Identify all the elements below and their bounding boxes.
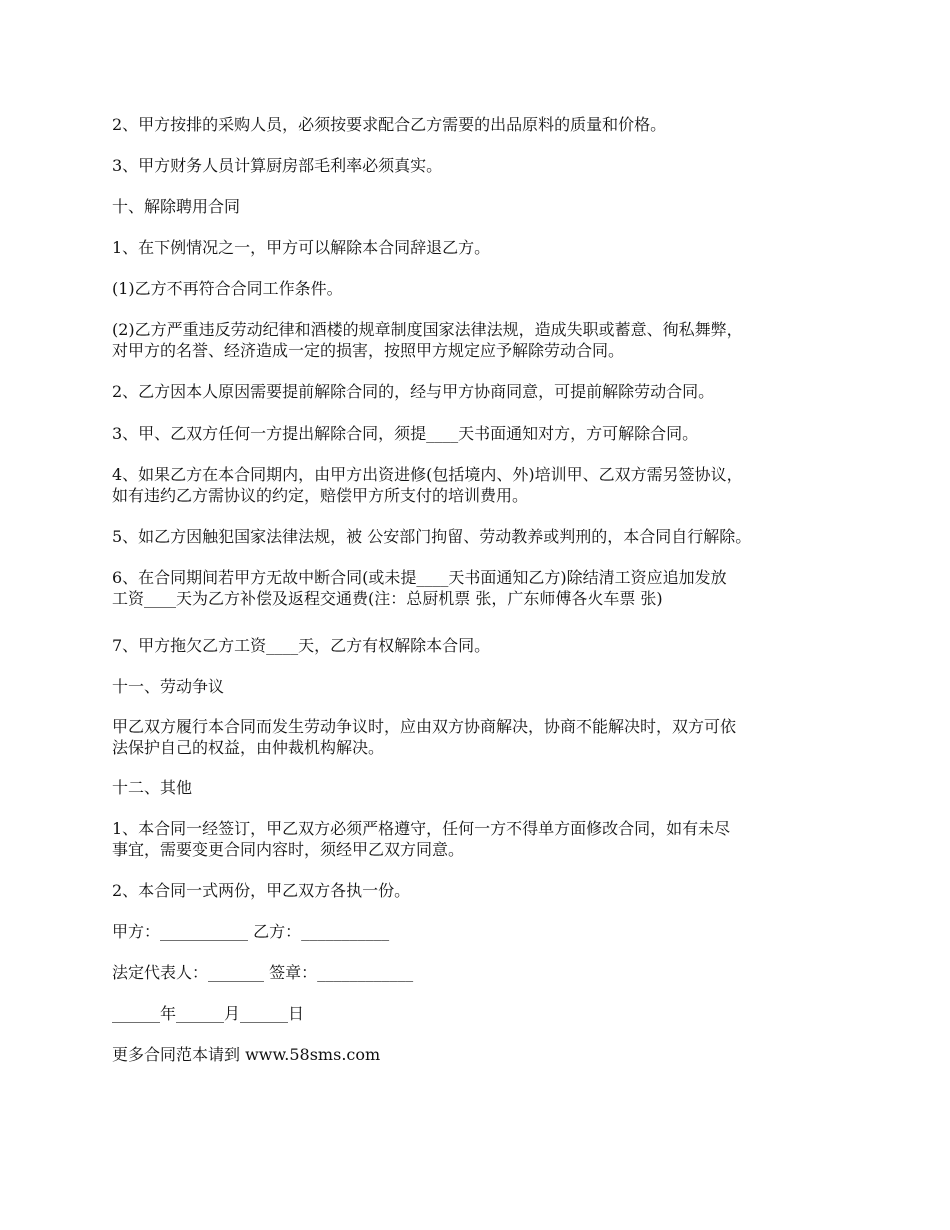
text-line: 2、甲方按排的采购人员，必须按要求配合乙方需要的出品原料的质量和价格。 <box>112 115 667 134</box>
footer-more-templates <box>112 1044 852 1065</box>
clause-3-finance <box>112 155 852 176</box>
text-line: 法保护自己的权益，由仲裁机构解决。 <box>112 738 385 757</box>
clause-10-5 <box>112 526 852 547</box>
clause-10-1 <box>112 237 852 258</box>
text-line: 甲乙双方履行本合同而发生劳动争议时，应由双方协商解决，协商不能解决时，双方可依 <box>112 717 737 736</box>
text-line: (2)乙方严重违反劳动纪律和酒楼的规章制度国家法律法规，造成失职或蓄意、徇私舞弊， <box>112 320 743 339</box>
text-line: (1)乙方不再符合合同工作条件。 <box>112 279 343 298</box>
clause-11-body <box>112 716 852 758</box>
clause-10-4 <box>112 464 852 506</box>
section-10-heading <box>112 196 852 217</box>
section-11-heading <box>112 676 852 697</box>
clause-10-7 <box>112 635 852 656</box>
text-line: 5、如乙方因触犯国家法律法规，被 公安部门拘留、劳动教养或判刑的，本合同自行解除。 <box>112 527 752 546</box>
text-line: 工资____天为乙方补偿及返程交通费(注：总厨机票 张，广东师傅各火车票 张) <box>112 589 663 608</box>
text-line: 7、甲方拖欠乙方工资____天，乙方有权解除本合同。 <box>112 636 491 655</box>
text-line: 十二、其他 <box>112 778 193 797</box>
text-line: 法定代表人：_______ 签章：____________ <box>112 963 414 982</box>
clause-2-purchasing <box>112 114 852 135</box>
text-line: 甲方：___________ 乙方：___________ <box>112 922 390 941</box>
text-line: 2、本合同一式两份，甲乙双方各执一份。 <box>112 881 411 900</box>
signature-date-line <box>112 1003 852 1024</box>
text-line: 如有违约乙方需协议的约定，赔偿甲方所支付的培训费用。 <box>112 486 529 505</box>
clause-12-1 <box>112 818 852 860</box>
text-line: 十、解除聘用合同 <box>112 197 241 216</box>
text-line: 十一、劳动争议 <box>112 677 225 696</box>
clause-10-2 <box>112 381 852 402</box>
clause-10-1-item-2 <box>112 319 852 361</box>
text-line: 1、在下例情况之一，甲方可以解除本合同辞退乙方。 <box>112 238 491 257</box>
text-line: 事宜，需要变更合同内容时，须经甲乙双方同意。 <box>112 840 465 859</box>
clause-12-2 <box>112 880 852 901</box>
clause-10-1-item-1 <box>112 278 852 299</box>
text-line: 4、如果乙方在本合同期内，由甲方出资进修(包括境内、外)培训甲、乙双方需另签协议， <box>112 465 743 484</box>
text-line: 6、在合同期间若甲方无故中断合同(或未提____天书面通知乙方)除结清工资应追加发放 <box>112 568 727 587</box>
text-line: 1、本合同一经签订，甲乙双方必须严格遵守，任何一方不得单方面修改合同，如有未尽 <box>112 819 731 838</box>
text-line: 更多合同范本请到 www.58sms.com <box>112 1045 381 1064</box>
text-line: 3、甲方财务人员计算厨房部毛利率必须真实。 <box>112 156 443 175</box>
section-12-heading <box>112 777 852 798</box>
clause-10-3 <box>112 423 852 444</box>
text-line: 对甲方的名誉、经济造成一定的损害，按照甲方规定应予解除劳动合同。 <box>112 341 625 360</box>
text-line: 3、甲、乙双方任何一方提出解除合同，须提____天书面通知对方，方可解除合同。 <box>112 424 699 443</box>
text-line: ______年______月______日 <box>112 1004 305 1023</box>
signature-party-line <box>112 921 852 942</box>
clause-10-6 <box>112 567 852 609</box>
text-line: 2、乙方因本人原因需要提前解除合同的，经与甲方协商同意，可提前解除劳动合同。 <box>112 382 715 401</box>
signature-representative-line <box>112 962 852 983</box>
